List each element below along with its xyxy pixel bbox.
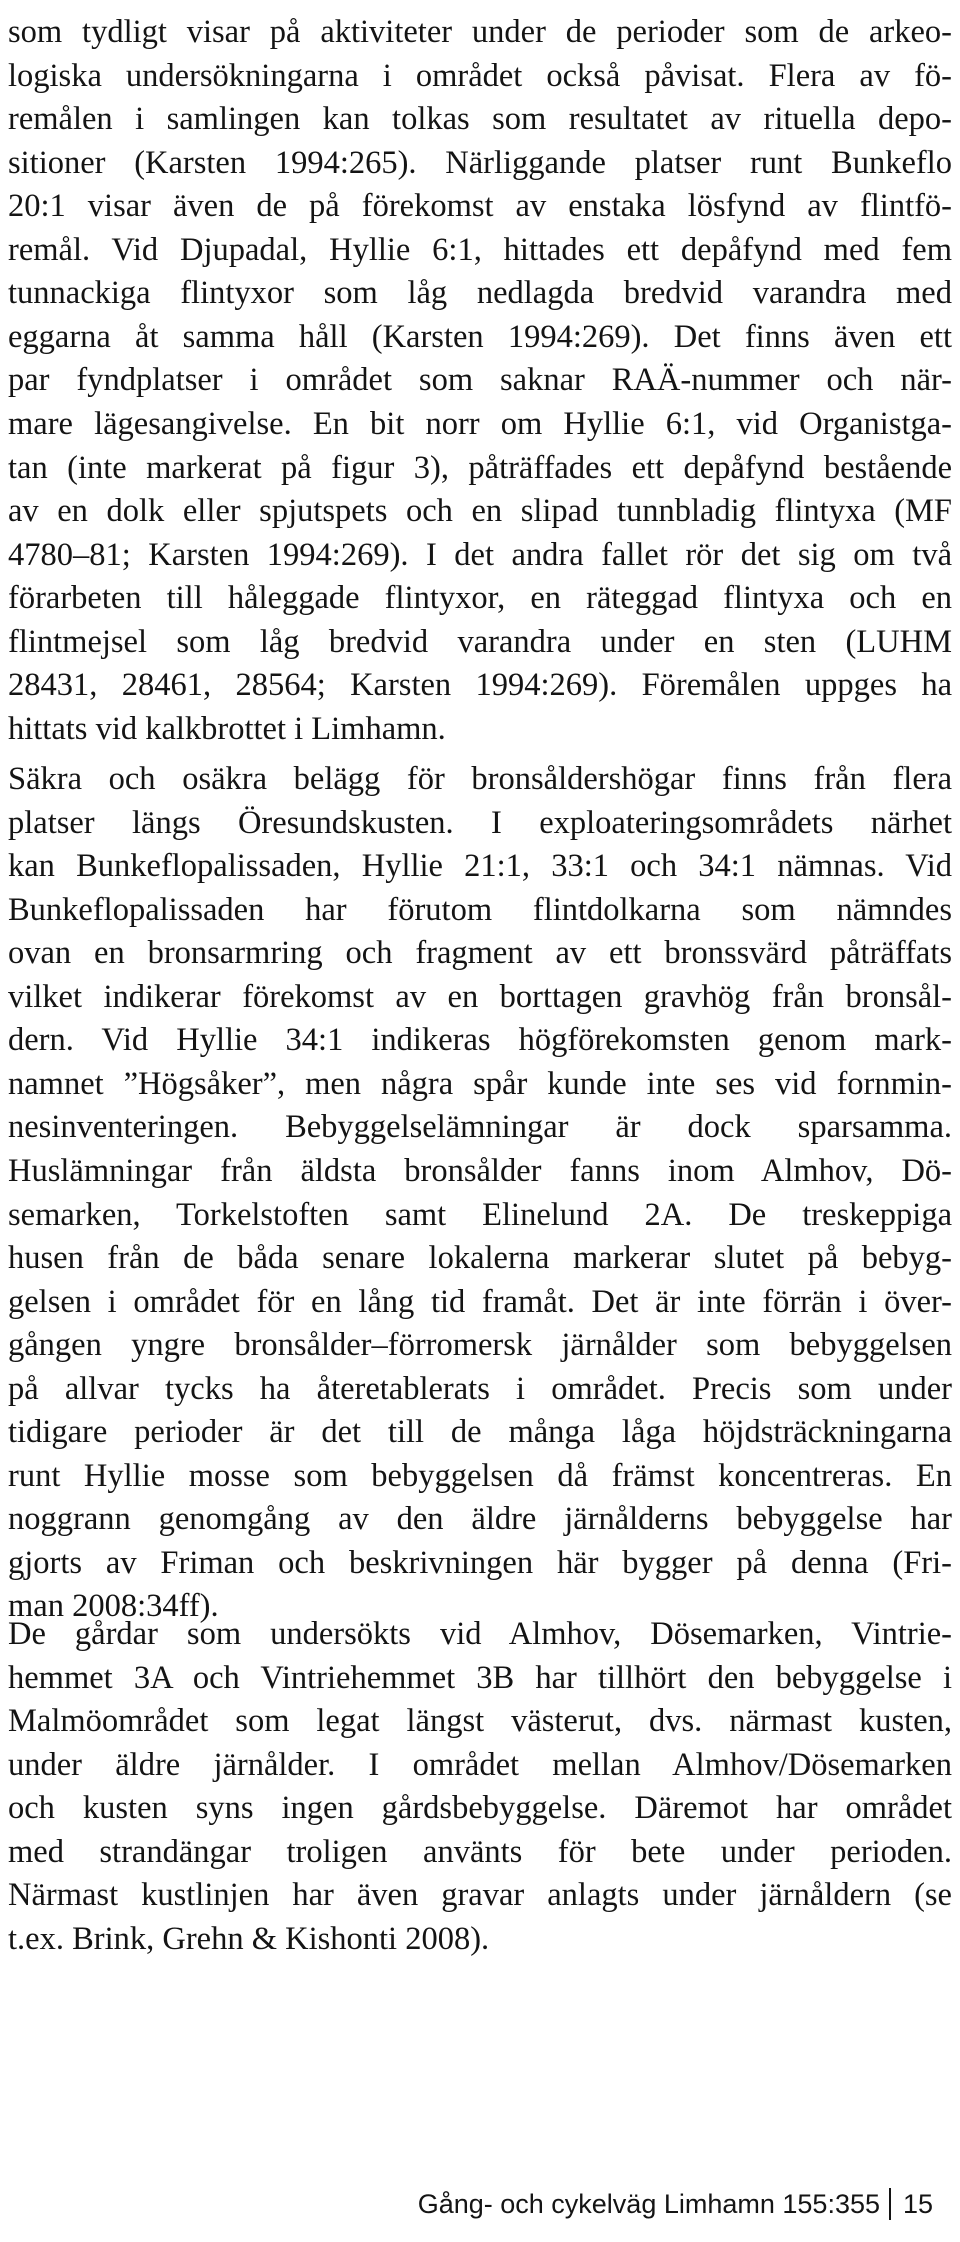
text-line: 4780–81; Karsten 1994:269). I det andra fallet rör det sig om två	[8, 536, 952, 573]
text-line: på allvar tycks ha återetablerats i området. Precis som under	[8, 1370, 952, 1407]
page-footer	[0, 2184, 960, 2224]
text-line: av en dolk eller spjutspets och en slipad tunnbladig flintyxa (MF	[8, 493, 952, 530]
text-line: eggarna åt samma håll (Karsten 1994:269). Det finns även ett	[8, 318, 952, 355]
text-line: gjorts av Friman och beskrivningen här bygger på denna (Fri-	[8, 1544, 952, 1581]
text-line: semarken, Torkelstoften samt Elinelund 2A. De treskeppiga	[8, 1196, 952, 1233]
text-line: logiska undersökningarna i området också påvisat. Flera av fö-	[8, 57, 952, 94]
text-line: 28431, 28461, 28564; Karsten 1994:269). Föremålen uppges ha	[8, 667, 952, 704]
text-line: gelsen i området för en lång tid framåt. Det är inte förrän i över-	[8, 1283, 952, 1320]
text-line: gången yngre bronsålder–förromersk järnålder som bebyggelsen	[8, 1327, 952, 1364]
text-line: hittats vid kalkbrottet i Limhamn.	[8, 710, 446, 747]
text-line: namnet ”Högsåker”, men några spår kunde inte ses vid fornmin-	[8, 1065, 952, 1102]
text-line: Bunkeflopalissaden har förutom flintdolkarna som nämndes	[8, 891, 952, 928]
text-line: med strandängar troligen använts för bete under perioden.	[8, 1833, 952, 1870]
text-line: 20:1 visar även de på förekomst av enstaka lösfynd av flintfö-	[8, 188, 952, 225]
text-line: De gårdar som undersökts vid Almhov, Dösemarken, Vintrie-	[8, 1616, 952, 1652]
text-line: Säkra och osäkra belägg för bronsåldershögar finns från flera	[8, 761, 952, 797]
text-line: remål. Vid Djupadal, Hyllie 6:1, hittades ett depåfynd med fem	[8, 231, 952, 268]
text-line: t.ex. Brink, Grehn & Kishonti 2008).	[8, 1920, 490, 1957]
text-line: sitioner (Karsten 1994:265). Närliggande platser runt Bunkeflo	[8, 144, 952, 181]
text-line: noggrann genomgång av den äldre järnålderns bebyggelse har	[8, 1501, 952, 1538]
text-line: under äldre järnålder. I området mellan Almhov/Dösemarken	[8, 1746, 952, 1783]
text-line: tunnackiga flintyxor som låg nedlagda bredvid varandra med	[8, 275, 952, 312]
text-line: ovan en bronsarmring och fragment av ett bronssvärd påträffats	[8, 935, 952, 972]
text-line: tan (inte markerat på figur 3), påträffades ett depåfynd bestående	[8, 449, 952, 486]
text-line: mare lägesangivelse. En bit norr om Hyllie 6:1, vid Organistga-	[8, 405, 952, 442]
text-line: flintmejsel som låg bredvid varandra under en sten (LUHM	[8, 623, 952, 660]
text-line: Närmast kustlinjen har även gravar anlagts under järnåldern (se	[8, 1877, 952, 1914]
text-line: man 2008:34ff).	[8, 1588, 219, 1625]
text-line: förarbeten till håleggade flintyxor, en räteggad flintyxa och en	[8, 580, 952, 617]
text-line: par fyndplatser i området som saknar RAÄ-nummer och när-	[8, 362, 952, 399]
text-line: Huslämningar från äldsta bronsålder fanns inom Almhov, Dö-	[8, 1152, 952, 1189]
text-line: tidigare perioder är det till de många låga höjdsträckningarna	[8, 1414, 952, 1451]
text-line: dern. Vid Hyllie 34:1 indikeras högförekomsten genom mark-	[8, 1022, 952, 1059]
text-line: som tydligt visar på aktiviteter under de perioder som de arkeo-	[8, 14, 952, 50]
text-line: platser längs Öresundskusten. I exploateringsområdets närhet	[8, 804, 952, 841]
text-line: runt Hyllie mosse som bebyggelsen då främst koncentreras. En	[8, 1457, 952, 1494]
page-number: 15	[903, 2189, 934, 2219]
text-line: hemmet 3A och Vintriehemmet 3B har tillhört den bebyggelse i	[8, 1659, 952, 1696]
text-line: kan Bunkeflopalissaden, Hyllie 21:1, 33:1 och 34:1 nämnas. Vid	[8, 848, 952, 885]
text-line: och kusten syns ingen gårdsbebyggelse. Däremot har området	[8, 1790, 952, 1827]
text-line: remålen i samlingen kan tolkas som resultatet av rituella depo-	[8, 101, 952, 138]
text-line: husen från de båda senare lokalerna markerar slutet på bebyg-	[8, 1240, 952, 1277]
footer-separator	[889, 2188, 891, 2220]
text-line: vilket indikerar förekomst av en borttagen gravhög från bronsål-	[8, 978, 952, 1015]
text-line: Malmöområdet som legat längst västerut, dvs. närmast kusten,	[8, 1703, 952, 1740]
footer-title: Gång- och cykelväg Limhamn 155:355	[417, 2189, 880, 2219]
text-line: nesinventeringen. Bebyggelselämningar är dock sparsamma.	[8, 1109, 952, 1146]
